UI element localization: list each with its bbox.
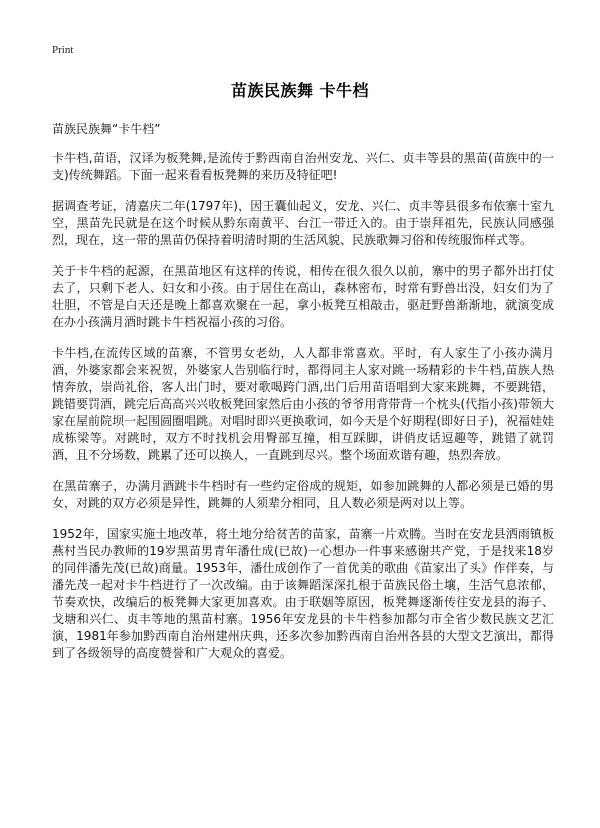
print-label: Print [52, 44, 74, 56]
paragraph-development: 1952年，国家实施土地改革，将土地分给贫苦的苗家，苗寨一片欢腾。当时在安龙县洒雨镇板燕村当民办教师的19岁黑苗男青年潘仕成(已故)一心想办一件事来感谢共产党，于是找来18岁的同伴潘先茂(已故)商量。1953年，潘仕成创作了一首优美的歌曲《苗家出了头》作伴奏，与潘先茂一起对卡牛档进行了一次改编。由于该舞蹈深深扎根于苗族民俗土壤，生活气息浓郁，节奏欢快，改编后的板凳舞大家更加喜欢。由于联姻等原因，板凳舞逐渐传往安龙县的海子、戈塘和兴仁、贞丰等地的黑苗村寨。1956年安龙县的卡牛档参加都匀市全省少数民族文艺汇演，1981年参加黔西南自治州建州庆典，还多次参加黔西南自治州各县的大型文艺演出，都得到了各级领导的高度赞誉和广大观众的喜爱。 [52, 527, 554, 660]
paragraph-customs: 卡牛档,在流传区域的苗寨，不管男女老幼，人人都非常喜欢。平时，有人家生了小孩办满月酒，外婆家都会来祝贺，外婆家人告别临行时，都得同主人家对跳一场精彩的卡牛档,苗族人热情奔放，崇尚礼俗，客人出门时，要对歌喝跨门酒,出门后用苗语唱到大家来跳舞，不要跳错，跳错要罚酒，跳完后高高兴兴收板凳回家然后由小孩的爷爷用背带背一个枕头(代指小孩)带领大家在屋前院坝一起围圆圈唱跳。对唱时即兴更换歌词，如今天是个好期程(即好日子)，祝福娃娃成栋梁等。对跳时，双方不时找机会用臀部互撞，相互踩脚，讲俏皮话逗趣等，跳错了就罚酒，且不分场数，跳累了还可以换人，一直跳到尽兴。整个场面欢谐有趣，热烈奔放。 [52, 346, 554, 462]
paragraph-legend: 关于卡牛档的起源，在黑苗地区有这样的传说，相传在很久很久以前，寨中的男子都外出打仗去了，只剩下老人、妇女和小孩。由于居住在高山，森林密布，时常有野兽出没，妇女们为了壮胆，不管是白天还是晚上都喜欢聚在一起，拿小板凳互相敲击，驱赶野兽渐渐地，就演变成在办小孩满月酒时跳卡牛档祝福小孩的习俗。 [52, 264, 554, 329]
paragraph-rules: 在黑苗寨子，办满月酒跳卡牛档时有一些约定俗成的规矩，如参加跳舞的人都必须是已婚的男女，对跳的双方必须是异性，跳舞的人须辈分相同，且人数必须是两对以上等。 [52, 479, 554, 510]
article-body [52, 120, 554, 676]
article-subtitle: 苗族民族舞“卡牛档” [52, 122, 161, 136]
paragraph-history: 据调查考证，清嘉庆二年(1797年)，因王囊仙起义，安龙、兴仁、贞丰等县很多布依寨十室九空，黑苗先民就是在这个时候从黔东南黄平、台江一带迁入的。由于崇拜祖先，民族认同感强烈，现在，这一带的黑苗仍保持着明清时期的生活风貌、民族歌舞习俗和传统服饰样式等。 [52, 199, 554, 247]
page-title: 苗族民族舞 卡牛档 [230, 81, 370, 100]
paragraph-intro: 卡牛档,苗语，汉译为板凳舞,是流传于黔西南自治州安龙、兴仁、贞丰等县的黑苗(苗族中的一支)传统舞蹈。下面一起来看看板凳舞的来历及特征吧! [52, 151, 554, 182]
